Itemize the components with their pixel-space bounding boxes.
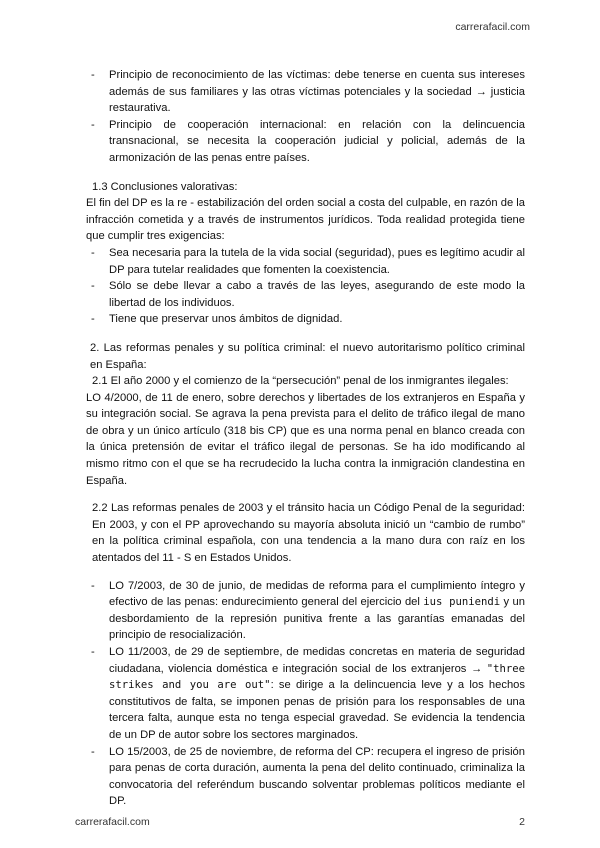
quoted-term: "three strikes and you are out" (109, 662, 525, 692)
section-heading-conclusions: 1.3 Conclusiones valorativas: (92, 180, 238, 193)
list-item: - Principio de cooperación internacional: en relación con la delincuencia transnacional, se necesita la cooperación judicial y policial, además de la armonización de las penas entre países. (88, 117, 525, 167)
list-item: - Tiene que preservar unos ámbitos de dignidad. (88, 311, 525, 328)
footer-site-name: carrerafacil.com (75, 816, 150, 828)
latin-term: ius puniendi (423, 596, 501, 609)
page-content (88, 67, 525, 810)
subsection-heading-2000: 2.1 El año 2000 y el comienzo de la “persecución” penal de los inmigrantes ilegales: (92, 375, 509, 388)
list-item: - LO 15/2003, de 25 de noviembre, de reforma del CP: recupera el ingreso de prisión para penas de corta duración, aumenta la pena del delito continuado, criminaliza la convocatoria del referéndum buscando solventar problemas políticos mediante el DP. (88, 744, 525, 810)
list-item: - Sea necesaria para la tutela de la vida social (seguridad), pues es legítimo acudir al DP para tutelar realidades que fomenten la coexistencia. (88, 245, 525, 278)
list-item: - Sólo se debe llevar a cabo a través de las leyes, asegurando de este modo la libertad de los individuos. (88, 278, 525, 311)
list-item: - LO 7/2003, de 30 de junio, de medidas de reforma para el cumplimiento íntegro y efectivo de las penas: endurecimiento general del ejercicio del ius puniendi y un desbordamiento de la represión punitiva frente a las garantías emanadas del principio de resocialización. (88, 578, 525, 644)
page-number: 2 (519, 816, 525, 828)
paragraph-conclusions: El fin del DP es la re - estabilización del orden social a costa del culpable, en razón de la infracción cometida y a través de instrumentos jurídicos. Toda realidad protegida tiene que cumplir tres exigencias: (86, 197, 525, 243)
section-heading-reforms: 2. Las reformas penales y su política criminal: el nuevo autoritarismo político criminal en España: (90, 341, 525, 371)
paragraph-2000: LO 4/2000, de 11 de enero, sobre derechos y libertades de los extranjeros en España y su integración social. Se agrava la pena prevista para el delito de tráfico ilegal de mano de obra y un único artículo (318 bis CP) que es una norma penal en blanco creada con la única pretensión de evitar el tráfico ilegal de personas. Se ha ido modificando al mismo ritmo con el que se ha recrudecido la lucha contra la inmigración clandestina en España. (86, 391, 525, 487)
list-item: - LO 11/2003, de 29 de septiembre, de medidas concretas en materia de seguridad ciudadana, violencia doméstica e integración social de los extranjeros → "three strikes and you are out": se dirige a la delincuencia leve y a los hechos constitutivos de falta, se imponen penas de prisión para los responsables de una tercera falta, aunque esta no tenga especial gravedad. Se evidencia la tendencia de un DP de autor sobre los sectores marginados. (88, 644, 525, 744)
header-site-name: carrerafacil.com (455, 21, 530, 33)
paragraph-2003: 2.2 Las reformas penales de 2003 y el tránsito hacia un Código Penal de la seguridad: En 2003, y con el PP aprovechando su mayoría absoluta inició un “cambio de rumbo” en la política criminal española, con una tendencia a la mano dura con raíz en los atentados del 11 - S en Estados Unidos. (92, 502, 525, 565)
list-item: - Principio de reconocimiento de las víctimas: debe tenerse en cuenta sus intereses además de sus familiares y las otras víctimas potenciales y la sociedad → justicia restaurativa. (88, 67, 525, 117)
